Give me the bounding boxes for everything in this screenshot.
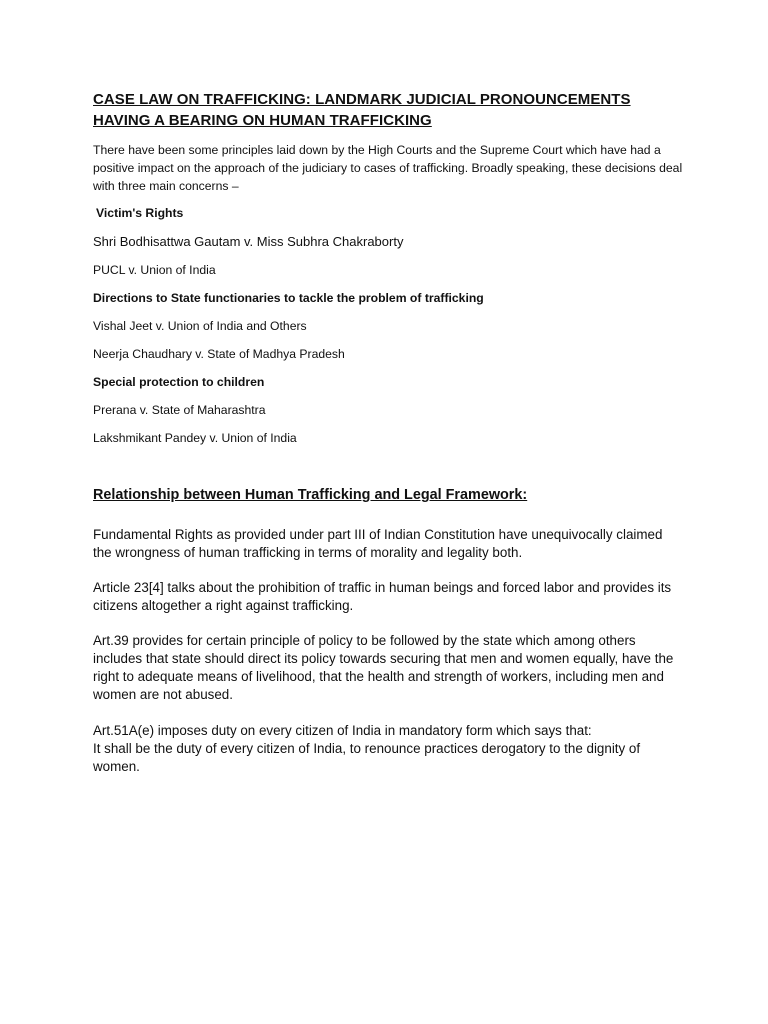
body-paragraph: Art.51A(e) imposes duty on every citizen of India in mandatory form which says that: bbox=[93, 723, 592, 738]
body-paragraph: It shall be the duty of every citizen of India, to renounce practices derogatory to the dignity of women. bbox=[93, 741, 641, 774]
intro-paragraph: There have been some principles laid down by the High Courts and the Supreme Court which have had a positive impact on the approach of the judiciary to cases of trafficking. Broadly speaking, these decisions deal with three main concerns – bbox=[93, 143, 683, 193]
concern-heading-child-protection: Special protection to children bbox=[93, 375, 265, 389]
case-item: Lakshmikant Pandey v. Union of India bbox=[93, 431, 297, 445]
concern-heading-victims-rights: Victim's Rights bbox=[96, 206, 184, 220]
case-item: PUCL v. Union of India bbox=[93, 263, 216, 277]
case-item: Vishal Jeet v. Union of India and Others bbox=[93, 319, 307, 333]
section-heading: Relationship between Human Trafficking and Legal Framework: bbox=[93, 487, 528, 503]
body-paragraph: Fundamental Rights as provided under part III of Indian Constitution have unequivocally claimed the wrongness of human trafficking in terms of morality and legality both. bbox=[93, 527, 663, 560]
case-item: Neerja Chaudhary v. State of Madhya Pradesh bbox=[93, 347, 345, 361]
case-item: Shri Bodhisattwa Gautam v. Miss Subhra Chakraborty bbox=[93, 234, 404, 249]
concern-heading-state-directions: Directions to State functionaries to tackle the problem of trafficking bbox=[93, 291, 484, 305]
body-paragraph: Article 23[4] talks about the prohibition of traffic in human beings and forced labor and provides its citizens altogether a right against trafficking. bbox=[93, 580, 672, 613]
document-title: CASE LAW ON TRAFFICKING: LANDMARK JUDICIAL PRONOUNCEMENTS HAVING A BEARING ON HUMAN TRAFFICKING bbox=[93, 91, 631, 129]
case-item: Prerana v. State of Maharashtra bbox=[93, 403, 266, 417]
body-paragraph: Art.39 provides for certain principle of policy to be followed by the state which among others includes that state should direct its policy towards securing that men and women equally, have the right to adequate means of livelihood, that the health and strength of workers, including men and women are not abused. bbox=[93, 633, 674, 702]
